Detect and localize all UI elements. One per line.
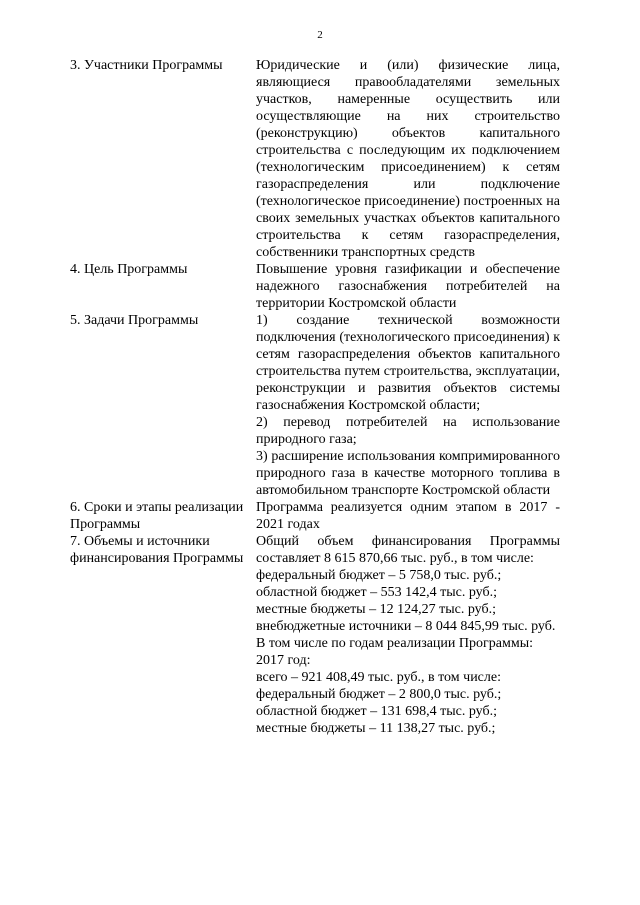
row-label: 7. Объемы и источники финансирования Программы: [70, 534, 244, 566]
row-text: [256, 533, 560, 737]
paragraph: Повышение уровня газификации и обеспечение надежного газоснабжения потребителей на территории Костромской области: [256, 262, 560, 311]
paragraph: Программа реализуется одним этапом в 2017 - 2021 годах: [256, 500, 560, 532]
paragraph: федеральный бюджет – 2 800,0 тыс. руб.;: [256, 687, 502, 702]
row-text: [256, 261, 560, 312]
paragraph: внебюджетные источники – 8 044 845,99 тыс. руб.: [256, 619, 556, 634]
row-text: [256, 312, 560, 499]
paragraph: местные бюджеты – 11 138,27 тыс. руб.;: [256, 721, 496, 736]
paragraph: Общий объем финансирования Программы составляет 8 615 870,66 тыс. руб., в том числе:: [256, 534, 560, 566]
paragraph: 3) расширение использования компримированного природного газа в качестве моторного топлива в автомобильном транспорте Костромской области: [256, 449, 560, 498]
row-label: 4. Цель Программы: [70, 262, 188, 277]
paragraph: областной бюджет – 131 698,4 тыс. руб.;: [256, 704, 497, 719]
paragraph: 1) создание технической возможности подключения (технологического присоединения) к сетям газораспределения объектов капитального строительства путем строительства, эксплуатации, реконструкции и развития объектов системы газоснабжения Костромской области;: [256, 313, 560, 413]
paragraph: 2) перевод потребителей на использование природного газа;: [256, 415, 560, 447]
table-row-timing: [70, 499, 560, 533]
paragraph: областной бюджет – 553 142,4 тыс. руб.;: [256, 585, 497, 600]
table-row-goal: [70, 261, 560, 312]
paragraph: местные бюджеты – 12 124,27 тыс. руб.;: [256, 602, 496, 617]
paragraph: В том числе по годам реализации Программы:: [256, 636, 533, 651]
row-text: [256, 499, 560, 533]
paragraph: федеральный бюджет – 5 758,0 тыс. руб.;: [256, 568, 502, 583]
page-number: 2: [317, 29, 323, 41]
row-text: [256, 57, 560, 261]
table-row-tasks: [70, 312, 560, 499]
table-row-participants: [70, 57, 560, 261]
paragraph: 2017 год:: [256, 653, 311, 668]
paragraph: Юридические и (или) физические лица, являющиеся правообладателями земельных участков, намеренные осуществить или осуществляющие на них строительство (реконструкцию) объектов капитального строительства с последующим их подключением (технологическим присоединением) к сетям газораспределения или подключение (технологическое присоединение) построенных на своих земельных участках объектов капитального строительства к сетям газораспределения, собственники транспортных средств: [256, 58, 560, 260]
row-label: 3. Участники Программы: [70, 58, 223, 73]
passport-table: [70, 57, 560, 737]
row-label: 5. Задачи Программы: [70, 313, 199, 328]
paragraph: всего – 921 408,49 тыс. руб., в том числе:: [256, 670, 501, 685]
table-row-funding: [70, 533, 560, 737]
row-label: 6. Сроки и этапы реализации Программы: [70, 500, 244, 532]
